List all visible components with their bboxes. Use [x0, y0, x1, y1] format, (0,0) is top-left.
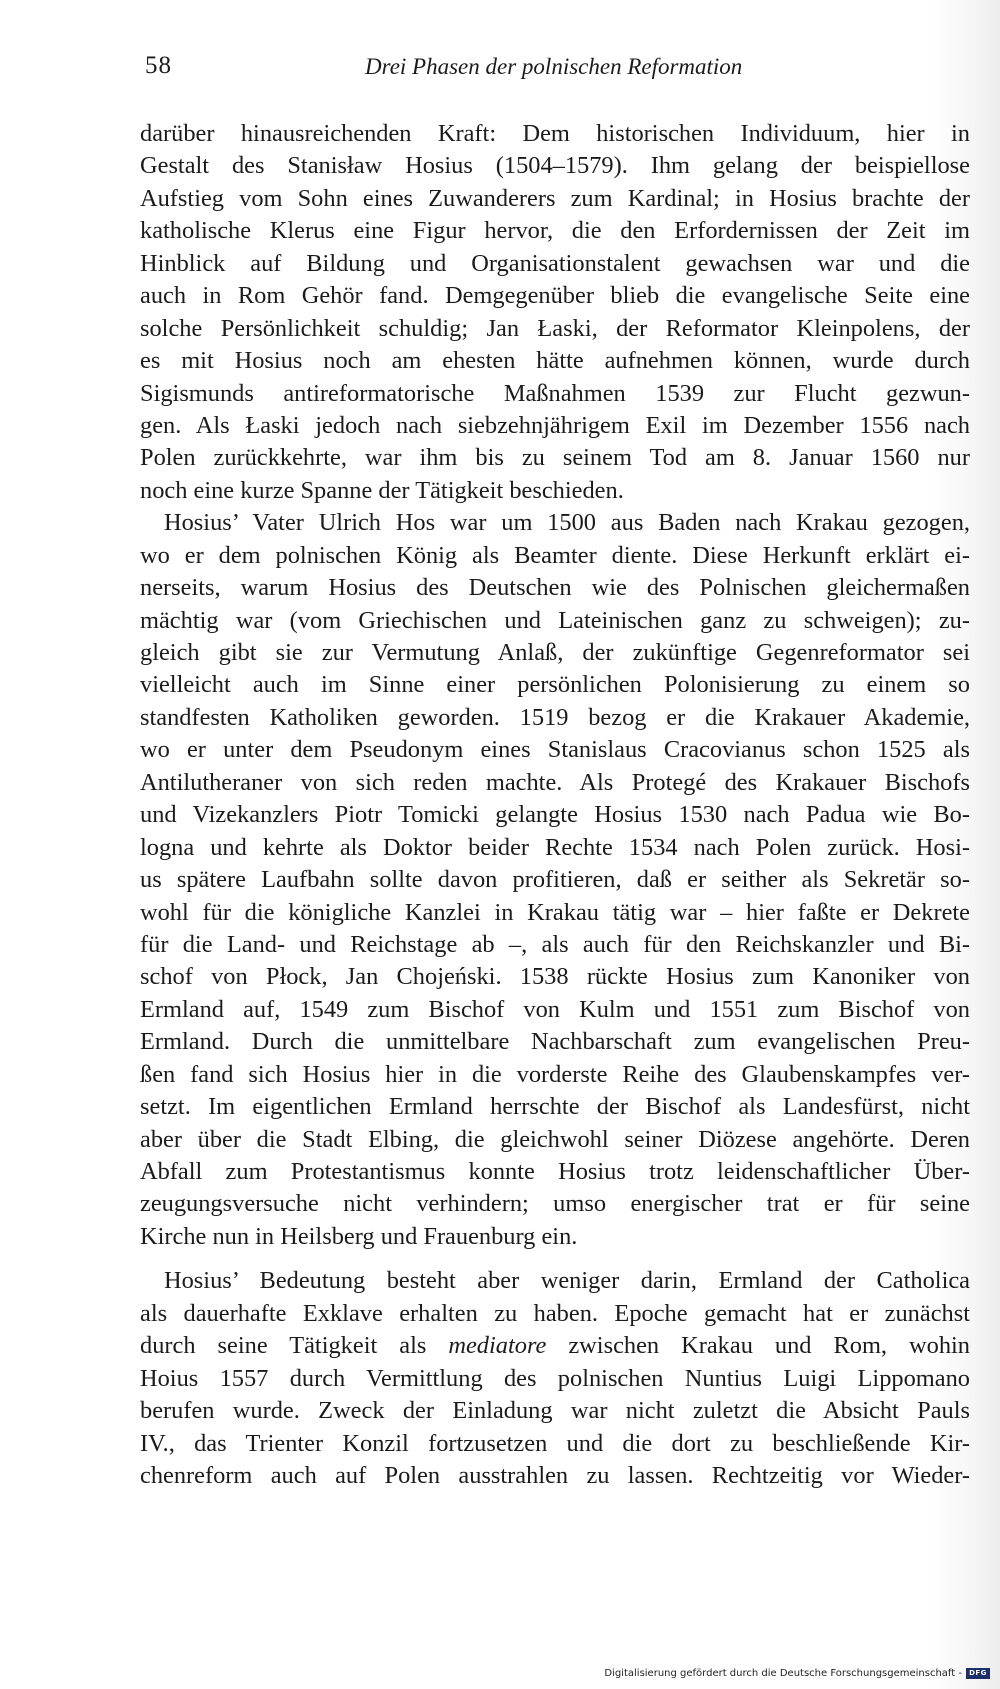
- dfg-logo: DFG: [966, 1668, 990, 1679]
- text-line: aber über die Stadt Elbing, die gleichwohl seiner Diözese angehörte. Deren: [140, 1125, 970, 1153]
- body-text: [140, 118, 970, 1492]
- text-line: und Vizekanzlers Piotr Tomicki gelangte Hosius 1530 nach Padua wie Bo-: [140, 801, 970, 829]
- text-line: Gestalt des Stanisław Hosius (1504–1579). Ihm gelang der beispiellose: [140, 152, 970, 180]
- paragraph-spacer: [140, 1253, 970, 1265]
- text-line: Hoius 1557 durch Vermittlung des polnischen Nuntius Luigi Lippomano: [140, 1364, 970, 1392]
- text-line: wo er unter dem Pseudonym eines Stanislaus Cracovianus schon 1525 als: [140, 736, 970, 764]
- text-line: katholische Klerus eine Figur hervor, die den Erfordernissen der Zeit im: [140, 217, 970, 245]
- text-line: auch in Rom Gehör fand. Demgegenüber blieb die evangelische Seite eine: [140, 282, 970, 310]
- text-line: vielleicht auch im Sinne einer persönlichen Polonisierung zu einem so: [140, 671, 970, 699]
- text-line: Kirche nun in Heilsberg und Frauenburg ein.: [140, 1222, 578, 1250]
- text-segment: zwischen Krakau und Rom, wohin: [546, 1332, 970, 1360]
- text-line-with-emphasis: [140, 1330, 970, 1362]
- text-line: darüber hinausreichenden Kraft: Dem historischen Individuum, hier in: [140, 120, 970, 147]
- text-line: noch eine kurze Spanne der Tätigkeit beschieden.: [140, 476, 624, 504]
- text-line: gen. Als Łaski jedoch nach siebzehnjährigem Exil im Dezember 1556 nach: [140, 411, 970, 439]
- text-line: us spätere Laufbahn sollte davon profitieren, daß er seither als Sekretär so-: [140, 866, 970, 894]
- text-line: logna und kehrte als Doktor beider Rechte 1534 nach Polen zurück. Hosi-: [140, 833, 970, 861]
- text-line: schof von Płock, Jan Chojeński. 1538 rückte Hosius zum Kanoniker von: [140, 963, 970, 991]
- text-line: chenreform auch auf Polen ausstrahlen zu lassen. Rechtzeitig vor Wieder-: [140, 1461, 970, 1489]
- text-line: setzt. Im eigentlichen Ermland herrschte der Bischof als Landesfürst, nicht: [140, 1093, 970, 1121]
- running-title: Drei Phasen der polnischen Reformation: [365, 54, 743, 79]
- text-line: mächtig war (vom Griechischen und Lateinischen ganz zu schweigen); zu-: [140, 606, 970, 634]
- text-line: gleich gibt sie zur Vermutung Anlaß, der zukünftige Gegenreformator sei: [140, 639, 970, 666]
- text-line: es mit Hosius noch am ehesten hätte aufnehmen können, wurde durch: [140, 347, 970, 375]
- text-line: Abfall zum Protestantismus konnte Hosius trotz leidenschaftlicher Über-: [140, 1158, 970, 1185]
- paragraph-2: [140, 507, 970, 1253]
- digitization-footer: [604, 1668, 990, 1679]
- text-line: wohl für die königliche Kanzlei in Krakau tätig war – hier faßte er Dekrete: [140, 898, 970, 926]
- page-number: 58: [145, 52, 172, 79]
- text-segment: durch seine Tätigkeit als: [140, 1332, 449, 1360]
- paragraph-3: [140, 1265, 970, 1492]
- text-line: für die Land- und Reichstage ab –, als auch für den Reichskanzler und Bi-: [140, 930, 970, 958]
- text-line: Hinblick auf Bildung und Organisationstalent gewachsen war und die: [140, 249, 970, 277]
- text-line: Antilutheraner von sich reden machte. Als Protegé des Krakauer Bischofs: [140, 768, 970, 796]
- text-line: standfesten Katholiken geworden. 1519 bezog er die Krakauer Akademie,: [140, 703, 970, 731]
- text-line: nerseits, warum Hosius des Deutschen wie des Polnischen gleichermaßen: [140, 574, 970, 602]
- text-line: Polen zurückkehrte, war ihm bis zu seinem Tod am 8. Januar 1560 nur: [140, 444, 970, 472]
- text-line: Hosius’ Vater Ulrich Hos war um 1500 aus Baden nach Krakau gezogen,: [164, 509, 970, 537]
- text-line: IV., das Trienter Konzil fortzusetzen und die dort zu beschließende Kir-: [140, 1429, 970, 1457]
- text-line: als dauerhafte Exklave erhalten zu haben. Epoche gemacht hat er zunächst: [140, 1299, 970, 1327]
- text-line: berufen wurde. Zweck der Einladung war nicht zuletzt die Absicht Pauls: [140, 1397, 970, 1425]
- text-line: Aufstieg vom Sohn eines Zuwanderers zum Kardinal; in Hosius brachte der: [140, 184, 970, 212]
- text-line: zeugungsversuche nicht verhindern; umso energischer trat er für seine: [140, 1190, 970, 1218]
- emphasis-mediatore: mediatore: [448, 1332, 547, 1360]
- footer-text: Digitalisierung gefördert durch die Deutsche Forschungsgemeinschaft -: [604, 1668, 962, 1679]
- text-line: solche Persönlichkeit schuldig; Jan Łaski, der Reformator Kleinpolens, der: [140, 314, 970, 342]
- text-line: ßen fand sich Hosius hier in die vorderste Reihe des Glaubenskampfes ver-: [140, 1060, 970, 1088]
- text-line: Ermland. Durch die unmittelbare Nachbarschaft zum evangelischen Preu-: [140, 1028, 970, 1056]
- paragraph-1: [140, 118, 970, 507]
- text-line: Sigismunds antireformatorische Maßnahmen 1539 zur Flucht gezwun-: [140, 379, 970, 407]
- text-line: Ermland auf, 1549 zum Bischof von Kulm und 1551 zum Bischof von: [140, 995, 970, 1023]
- text-line: wo er dem polnischen König als Beamter diente. Diese Herkunft erklärt ei-: [140, 541, 970, 569]
- running-header: [145, 52, 745, 88]
- text-line: Hosius’ Bedeutung besteht aber weniger darin, Ermland der Catholica: [164, 1267, 970, 1295]
